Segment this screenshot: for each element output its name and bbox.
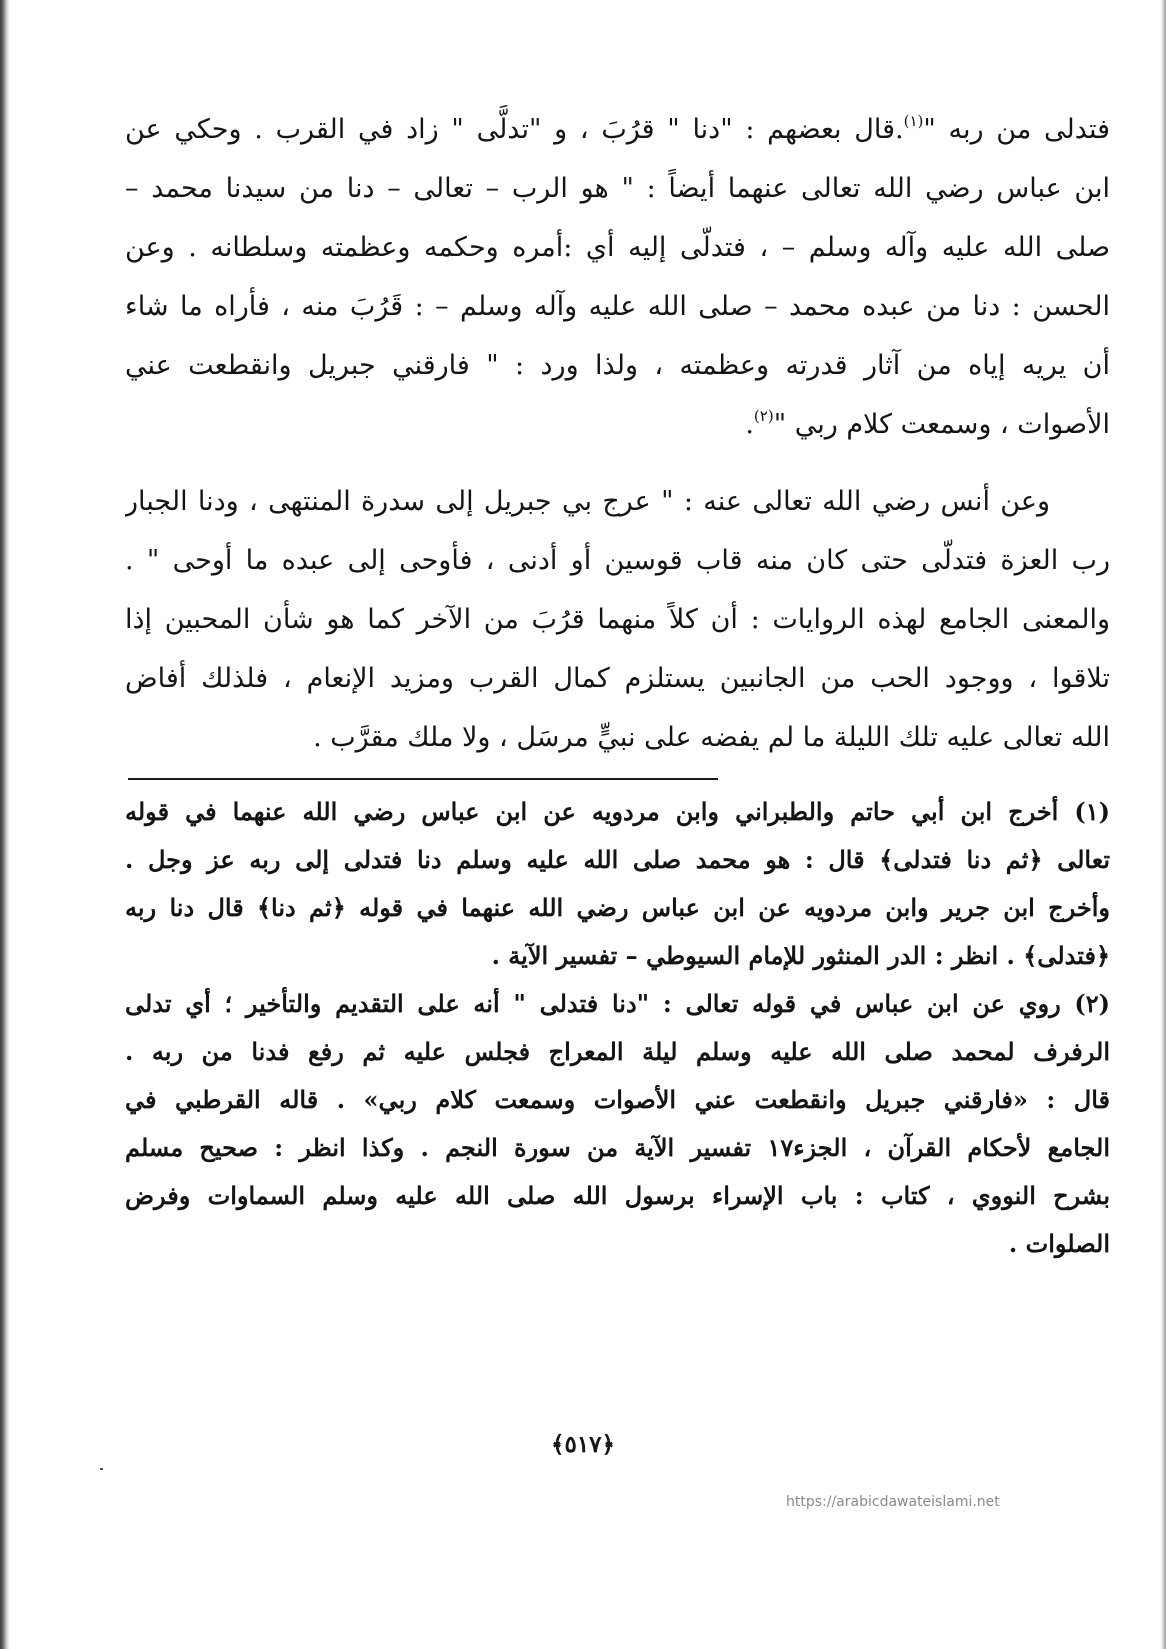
- footnote-line: الجامع لأحكام القرآن ، الجزء١٧ تفسير الآية من سورة النجم . وكذا انظر : صحيح مسلم: [125, 1133, 1110, 1162]
- footnotes: [125, 788, 1110, 1268]
- watermark-url: https://arabicdawateislami.net: [786, 1494, 1000, 1510]
- text-line: الله تعالى عليه تلك الليلة ما لم يفضه على نبيٍّ مرسَل ، ولا ملك مقرَّب .: [313, 722, 1110, 753]
- main-paragraph-2: [125, 472, 1110, 767]
- footnote-line: ﴿فتدلى﴾ . انظر : الدر المنثور للإمام السيوطي – تفسير الآية .: [491, 941, 1110, 970]
- footnote-separator: [128, 778, 718, 780]
- text-line: وعن أنس رضي الله تعالى عنه : " عرج بي جبريل إلى سدرة المنتهى ، ودنا الجبار: [125, 486, 1050, 517]
- text-line: أن يريه إياه من آثار قدرته وعظمته ، ولذا ورد : " فارقني جبريل وانقطعت عني: [125, 350, 1110, 381]
- footnote-line: تعالى ﴿ثم دنا فتدلى﴾ قال : هو محمد صلى الله عليه وسلم دنا فتدلى إلى ربه عز وجل .: [125, 845, 1110, 874]
- footnote-line: بشرح النووي ، كتاب : باب الإسراء برسول الله صلى الله عليه وسلم السماوات وفرض: [125, 1181, 1110, 1210]
- footnote-line: الصلوات .: [1008, 1229, 1110, 1258]
- footnote-line: (٢) روي عن ابن عباس في قوله تعالى : "دنا فتدلى " أنه على التقديم والتأخير ؛ أي تدلى: [125, 989, 1110, 1018]
- footnote-marker-2[interactable]: (٢): [753, 407, 774, 425]
- footnote-marker-1[interactable]: (١): [903, 112, 924, 130]
- text-line: صلى الله عليه وآله وسلم – ، فتدلّى إليه أي :أمره وحكمه وعظمته وسلطانه . وعن: [125, 232, 1110, 263]
- footnote-line: الرفرف لمحمد صلى الله عليه وسلم ليلة المعراج فجلس عليه ثم رفع فدنا من ربه .: [125, 1037, 1110, 1066]
- page-scan-edge-left: [0, 0, 10, 1649]
- text-line: والمعنى الجامع لهذه الروايات : أن كلاً منهما قرُبَ من الآخر كما هو شأن المحبين إذا: [125, 604, 1110, 635]
- text-line: تلاقوا ، ووجود الحب من الجانبين يستلزم كمال القرب ومزيد الإنعام ، فلذلك أفاض: [125, 663, 1110, 694]
- page-number: ﴿٥١٧﴾: [550, 1431, 616, 1458]
- text-line: الحسن : دنا من عبده محمد – صلى الله عليه وآله وسلم – : قَرُبَ منه ، فأراه ما شاء: [125, 291, 1110, 322]
- footnote-line: وأخرج ابن جرير وابن مردويه عن ابن عباس رضي الله عنهما في قوله ﴿ثم دنا﴾ قال دنا ربه: [125, 893, 1110, 922]
- footnote-line: (١) أخرج ابن أبي حاتم والطبراني وابن مردويه عن ابن عباس رضي الله عنهما في قوله: [125, 797, 1110, 826]
- text-line: ابن عباس رضي الله تعالى عنهما أيضاً : " هو الرب – تعالى – دنا من سيدنا محمد –: [125, 173, 1110, 204]
- page-scan-edge-right: [1160, 0, 1166, 1649]
- scan-speck: [100, 1468, 103, 1470]
- text-line: الأصوات ، وسمعت كلام ربي "$^{(٢)}$.: [745, 407, 1110, 440]
- main-paragraph-1: [125, 100, 1110, 454]
- text-line: فتدلى من ربه "$^{(١)}$.قال بعضهم : "دنا " قرُبَ ، و "تدلَّى " زاد في القرب . وحكي عن: [125, 112, 1110, 145]
- text-line: رب العزة فتدلّى حتى كان منه قاب قوسين أو أدنى ، فأوحى إلى عبده ما أوحى " .: [125, 545, 1110, 576]
- footnote-line: قال : «فارقني جبريل وانقطعت عني الأصوات وسمعت كلام ربي» . قاله القرطبي في: [125, 1085, 1110, 1114]
